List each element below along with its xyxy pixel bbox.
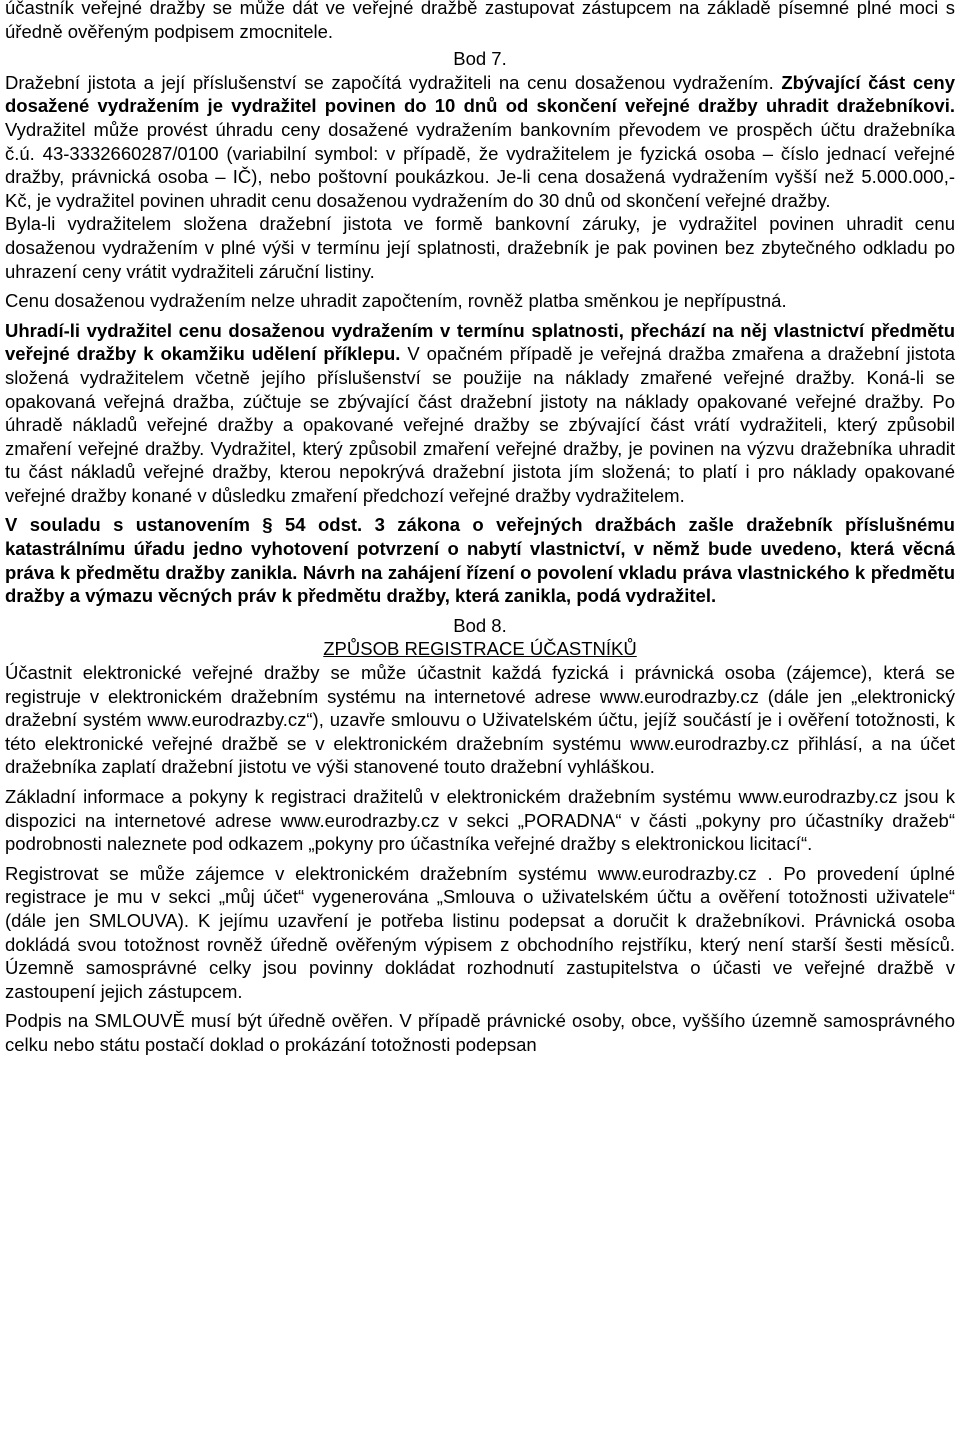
paragraph-bank-guarantee: Byla-li vydražitelem složena dražební jistota ve formě bankovní záruky, je vydražitel povinen uhradit cenu dosaženou vydražením v plné výši v termínu její splatnosti, dražebník je pak povinen bez zbytečného odkladu po uhrazení ceny vrátit vydražiteli záruční listiny. [5,213,955,282]
paragraph-ownership-transfer [5,319,955,508]
paragraph-cadastre-bold: V souladu s ustanovením § 54 odst. 3 zákona o veřejných dražbách zašle dražebník příslušnému katastrálnímu úřadu jedno vyhotovení potvrzení o nabytí vlastnictví, v němž bude uvedeno, která věcná práva k předmětu dražby zanikla. Návrh na zahájení řízení o povolení vkladu práva vlastnického k předmětu dražby a výmazu věcných práv k předmětu dražby, která zanikla, podá vydražitel. [5,514,955,607]
paragraph-payment-deadline: Zbývající část ceny dosažené vydražením je vydražitel povinen do 10 dnů od skončení veřejné dražby uhradit dražebníkovi. [5,71,955,117]
paragraph-payment-intro: Dražební jistota a její příslušenství se započítá vydražiteli na cenu dosaženou vydražením. [5,71,782,93]
bod-8-heading: Bod 8. [453,614,507,636]
paragraph-cadastre-notice [5,513,955,607]
paragraph-payment-of-price [5,71,955,213]
paragraph-registration-info: Základní informace a pokyny k registraci dražitelů v elektronickém dražebním systému www.eurodrazby.cz jsou k dispozici na internetové adrese www.eurodrazby.cz v sekci „PORADNA“ v části „pokyny pro účastníky dražeb“ podrobnosti naleznete pod odkazem „pokyny pro účastníka veřejné dražby s elektronickou licitací“. [5,786,955,855]
paragraph-ownership-details: V opačném případě je veřejná dražba zmařena a dražební jistota složená vydražitelem včetně jejího příslušenství se použije na náklady zmařené veřejné dražby. Koná-li se opakovaná veřejná dražba, zúčtuje se zbývající část dražební jistoty na náklady opakované veřejné dražby. Po úhradě nákladů veřejné dražby a opakované veřejné dražby se zbývající část vrátí vydražiteli, který způsobil zmaření veřejné dražby. Vydražitel, který způsobil zmaření veřejné dražby, je povinen na výzvu dražebníka uhradit tu část nákladů veřejné dražby, kterou nepokrývá dražební jistota jím složená; to platí i pro náklady opakované veřejné dražby konané v důsledku zmaření předchozí veřejné dražby vydražitelem. [5,343,955,506]
paragraph-no-offset: Cenu dosaženou vydražením nelze uhradit započtením, rovněž platba směnkou je nepřípustná. [5,290,787,312]
paragraph-payment-details: Vydražitel může provést úhradu ceny dosažené vydražením bankovním převodem ve prospěch účtu dražebníka č.ú. 43-3332660287/0100 (variabilní symbol: v případě, že vydražitelem je fyzická osoba – číslo jednací veřejné dražby, právnická osoba – IČ), nebo poštovní poukázkou. Je-li cena dosažená vydražením vyšší než 5.000.000,- Kč, je vydražitel povinen uhradit cenu dosaženou vydražením do 30 dnů od skončení veřejné dražby. [5,118,955,211]
paragraph-representation: účastník veřejné dražby se může dát ve veřejné dražbě zastupovat zástupcem na základě písemné plné moci s úředně ověřeným podpisem zmocnitele. [5,0,955,42]
paragraph-signature-verification: Podpis na SMLOUVĚ musí být úředně ověřen. V případě právnické osoby, obce, vyššího územně samosprávného celku nebo státu postačí doklad o prokázání totožnosti podepsan [5,1010,955,1055]
paragraph-participation: Účastnit elektronické veřejné dražby se může účastnit každá fyzická i právnická osoba (zájemce), která se registruje v elektronickém dražebním systému na internetové adrese www.eurodrazby.cz (dále jen „elektronický dražební systém www.eurodrazby.cz“), uzavře smlouvu o Uživatelském účtu, jejíž součástí je i ověření totožnosti, k této elektronické veřejné dražbě se v elektronickém dražebním systému www.eurodrazby.cz přihlásí, a na účet dražebníka zaplatí dražební jistotu ve výši stanovené touto dražební vyhláškou. [5,662,955,778]
bod-7-heading: Bod 7. [453,48,507,70]
paragraph-registration-process: Registrovat se může zájemce v elektronickém dražebním systému www.eurodrazby.cz . Po provedení úplné registrace je mu v sekci „můj účet“ vygenerována „Smlouva o uživatelském účtu a ověření totožnosti uživatele“ (dále jen SMLOUVA). K jejímu uzavření je potřeba listinu podepsat a doručit k dražebníkovi. Právnická osoba dokládá svou totožnost rovněž úředně ověřeným výpisem z obchodního rejstříku, který není starší šesti měsíců. Územně samosprávné celky jsou povinny dokládat rozhodnutí zastupitelstva o účasti ve veřejné dražbě v zastoupení jejich zástupcem. [5,862,955,1002]
paragraph-ownership-bold: Uhradí-li vydražitel cenu dosaženou vydražením v termínu splatnosti, přechází na něj vlastnictví předmětu veřejné dražby k okamžiku udělení příklepu. [5,319,955,365]
bod-8-title: ZPŮSOB REGISTRACE ÚČASTNÍKŮ [323,638,637,660]
